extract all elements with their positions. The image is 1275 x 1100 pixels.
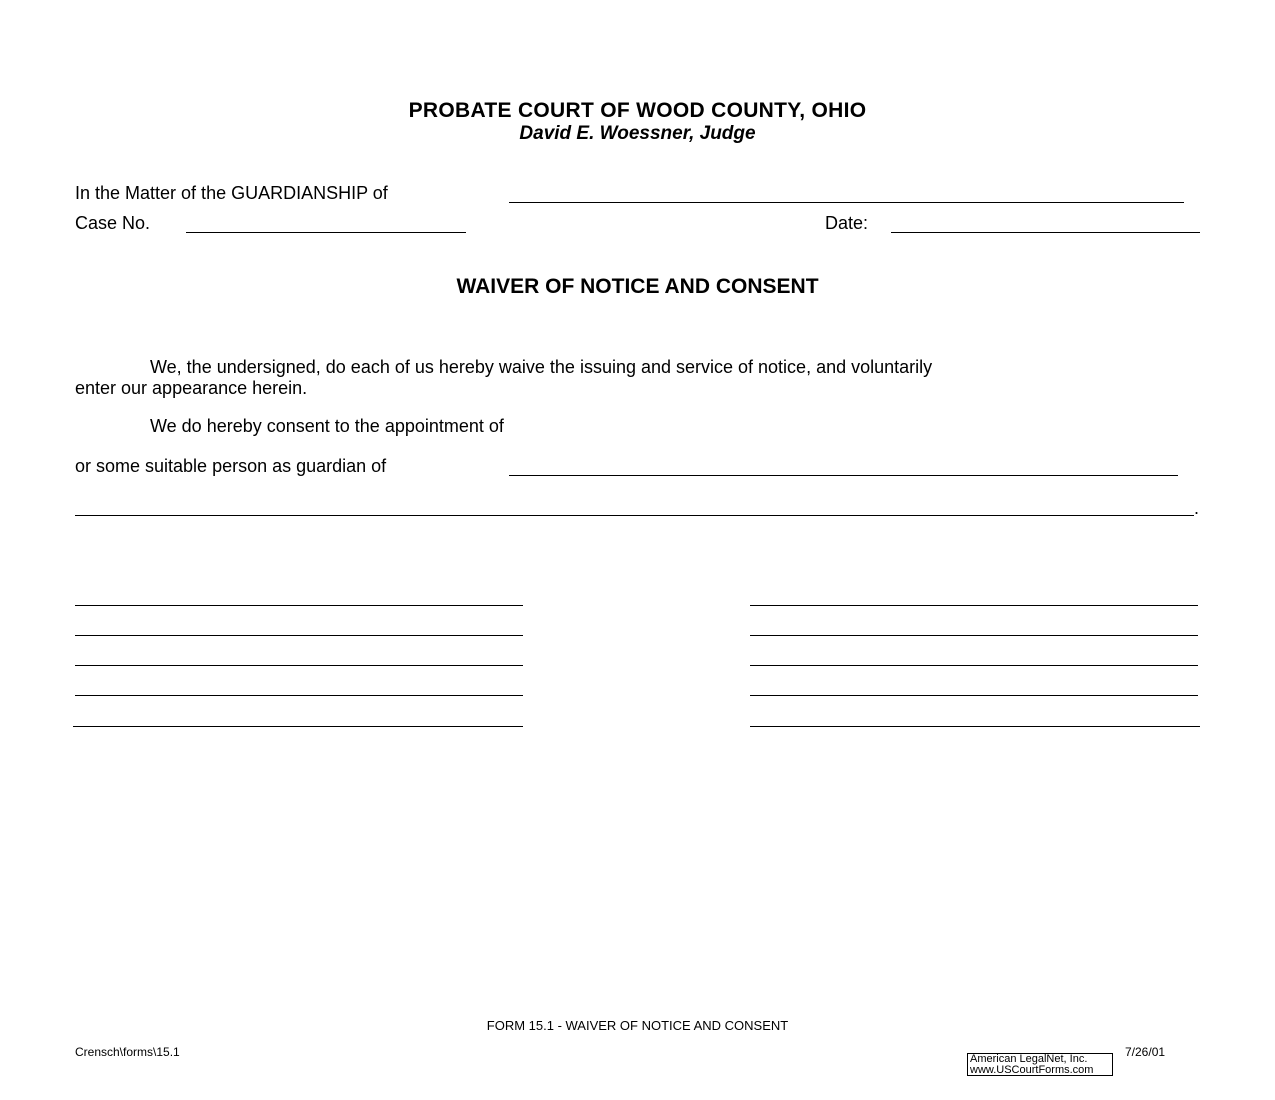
form-date: 7/26/01 <box>1125 1045 1166 1059</box>
guardianship-name-line[interactable] <box>509 202 1184 203</box>
signature-line-left-1[interactable] <box>75 605 523 606</box>
form-footer-title: FORM 15.1 - WAIVER OF NOTICE AND CONSENT <box>486 1018 789 1033</box>
case-number-label: Case No. <box>75 213 151 233</box>
signature-line-left-2[interactable] <box>75 635 523 636</box>
signature-line-right-5[interactable] <box>750 726 1200 727</box>
waiver-paragraph-line1: We, the undersigned, do each of us hereby waive the issuing and service of notice, and voluntarily <box>150 357 933 377</box>
publisher-url: www.USCourtForms.com <box>970 1064 1094 1076</box>
document-title: WAIVER OF NOTICE AND CONSENT <box>456 275 819 298</box>
publisher-name: American LegalNet, Inc. <box>970 1053 1088 1065</box>
guardianship-matter-label: In the Matter of the GUARDIANSHIP of <box>75 183 388 203</box>
signature-line-left-3[interactable] <box>75 665 523 666</box>
guardian-of-continuation-line[interactable] <box>75 515 1194 516</box>
guardian-of-line[interactable] <box>509 475 1178 476</box>
signature-line-right-4[interactable] <box>750 695 1198 696</box>
signature-line-right-1[interactable] <box>750 605 1198 606</box>
case-number-line[interactable] <box>186 232 466 233</box>
publisher-stamp <box>967 1053 1113 1076</box>
judge-name: David E. Woessner, Judge <box>519 123 756 144</box>
end-period: . <box>1194 498 1200 518</box>
waiver-paragraph-line2: enter our appearance herein. <box>75 378 308 398</box>
consent-paragraph: We do hereby consent to the appointment of <box>150 416 504 436</box>
signature-line-left-4[interactable] <box>75 695 523 696</box>
guardian-of-label: or some suitable person as guardian of <box>75 456 387 476</box>
file-path: Crensch\forms\15.1 <box>75 1045 180 1059</box>
signature-line-right-3[interactable] <box>750 665 1198 666</box>
date-label: Date: <box>825 213 869 233</box>
date-line[interactable] <box>891 232 1200 233</box>
court-title: PROBATE COURT OF WOOD COUNTY, OHIO <box>408 99 867 122</box>
signature-line-right-2[interactable] <box>750 635 1198 636</box>
signature-line-left-5[interactable] <box>73 726 523 727</box>
